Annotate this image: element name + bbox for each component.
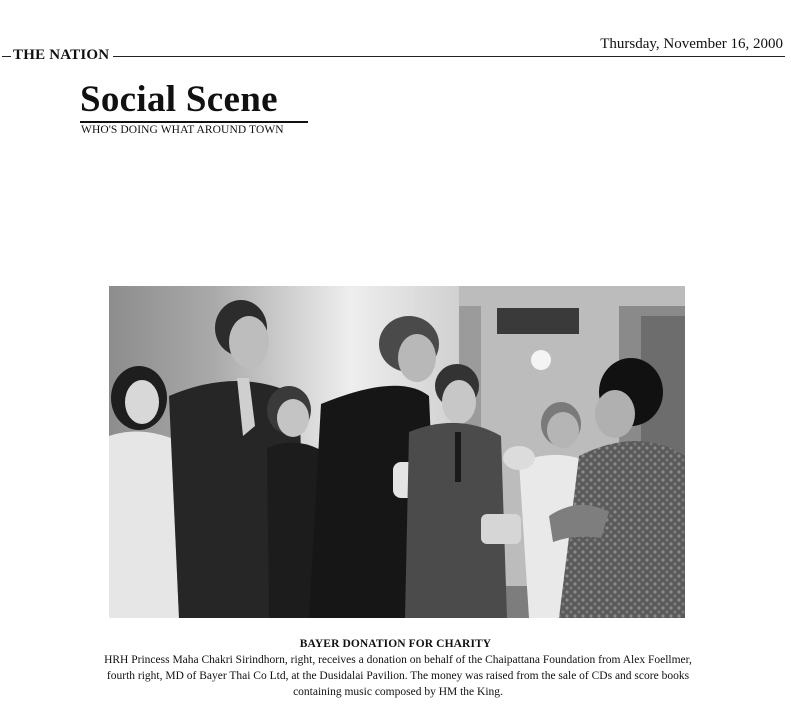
caption-body: HRH Princess Maha Chakri Sirindhorn, right, receives a donation on behalf of the Chaipattana Foundation from Alex Foellmer, fourth right, MD of Bayer Thai Co Ltd, at the Dusidalai Pavilion. The money was raised from the sale of CDs and score books containing music composed by HM the King. [104,654,692,698]
masthead-rule [113,56,785,57]
publication-date: Thursday, November 16, 2000 [600,36,783,52]
section-title-underline [80,121,308,123]
section-title: Social Scene [80,79,278,120]
news-photo-illustration [109,286,685,618]
section-subtitle: WHO'S DOING WHAT AROUND TOWN [81,124,284,136]
news-photo [109,286,685,618]
masthead-rule-left [2,56,11,57]
newspaper-name: THE NATION [13,47,110,63]
caption-heading: BAYER DONATION FOR CHARITY [299,638,492,650]
